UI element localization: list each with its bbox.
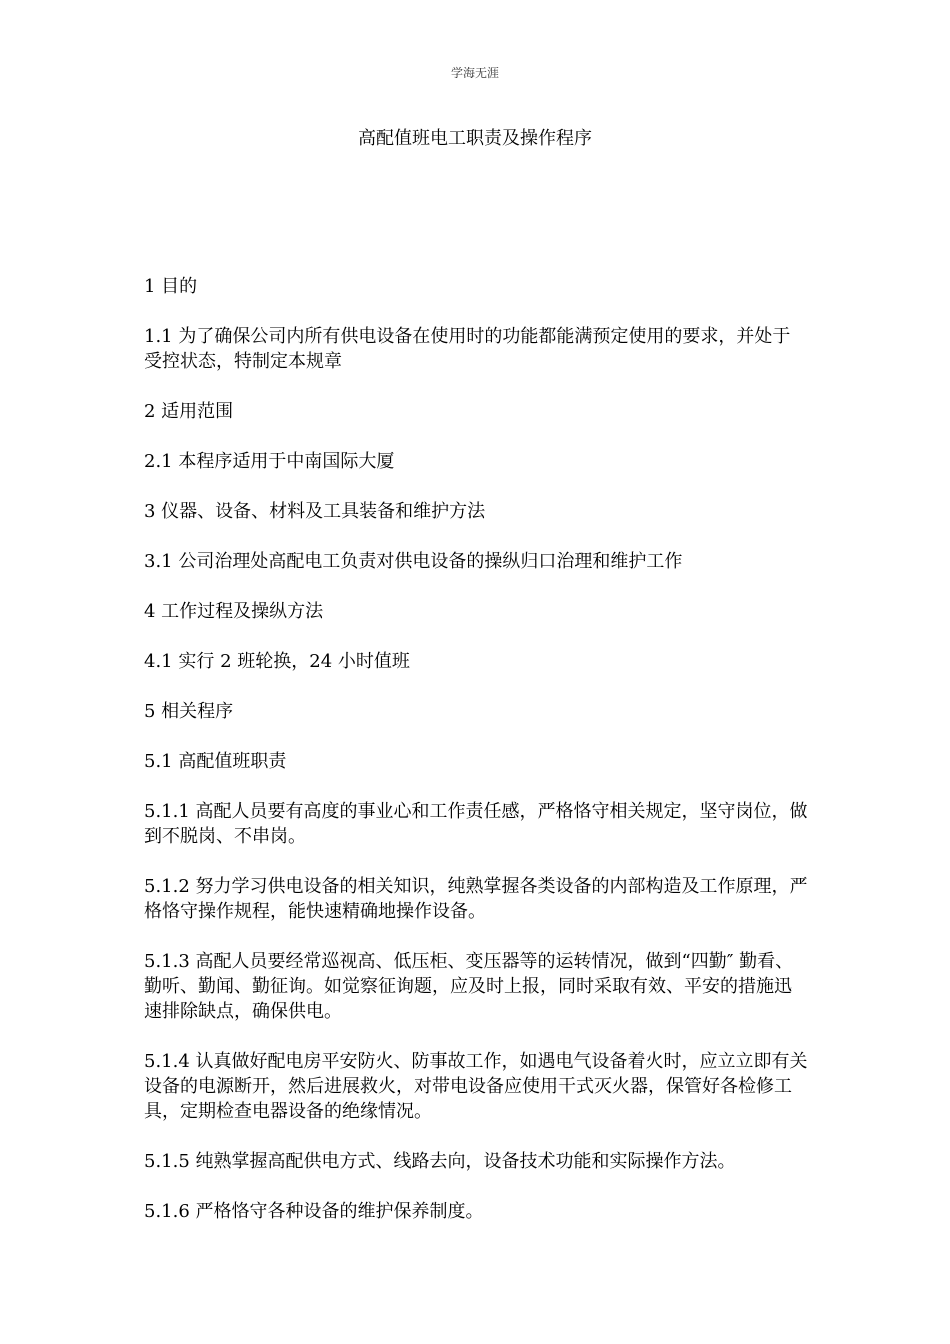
paragraph-5-1-3: 5.1.3 高配人员要经常巡视高、低压柜、变压器等的运转情况，做到“四勤″ 勤看、勤听、勤闻、勤征询。如觉察征询题，应及时上报，同时采取有效、平安的措施迅速排除缺点，确保供电。 [144,951,794,1022]
paragraph-5-1: 5.1 高配值班职责 [144,751,287,772]
document-title: 高配值班电工职责及操作程序 [358,128,592,149]
heading-2: 2 适用范围 [144,401,234,422]
paragraph-1-1: 1.1 为了确保公司内所有供电设备在使用时的功能都能满预定使用的要求，并处于受控状态，特制定本规章 [144,326,791,372]
paragraph-2-1: 2.1 本程序适用于中南国际大厦 [144,451,395,472]
paragraph-5-1-2: 5.1.2 努力学习供电设备的相关知识，纯熟掌握各类设备的内部构造及工作原理，严格恪守操作规程，能快速精确地操作设备。 [144,876,808,922]
paragraph-5-1-5: 5.1.5 纯熟掌握高配供电方式、线路去向，设备技术功能和实际操作方法。 [144,1151,736,1172]
paragraph-4-1: 4.1 实行 2 班轮换，24 小时值班 [144,651,410,672]
heading-5: 5 相关程序 [144,701,234,722]
heading-4: 4 工作过程及操纵方法 [144,601,324,622]
paragraph-5-1-6: 5.1.6 严格恪守各种设备的维护保养制度。 [144,1201,484,1222]
paragraph-5-1-4: 5.1.4 认真做好配电房平安防火、防事故工作，如遇电气设备着火时，应立立即有关设备的电源断开，然后进展救火，对带电设备应使用干式灭火器，保管好各检修工具，定期检查电器设备的绝缘情况。 [144,1051,808,1122]
heading-3: 3 仪器、设备、材料及工具装备和维护方法 [144,501,486,522]
heading-1: 1 目的 [144,276,198,297]
document-body [144,274,808,1249]
paragraph-5-1-1: 5.1.1 高配人员要有高度的事业心和工作责任感，严格恪守相关规定，坚守岗位，做到不脱岗、不串岗。 [144,801,808,847]
page-header: 学海无涯 [450,66,499,80]
paragraph-3-1: 3.1 公司治理处高配电工负责对供电设备的操纵归口治理和维护工作 [144,551,683,572]
